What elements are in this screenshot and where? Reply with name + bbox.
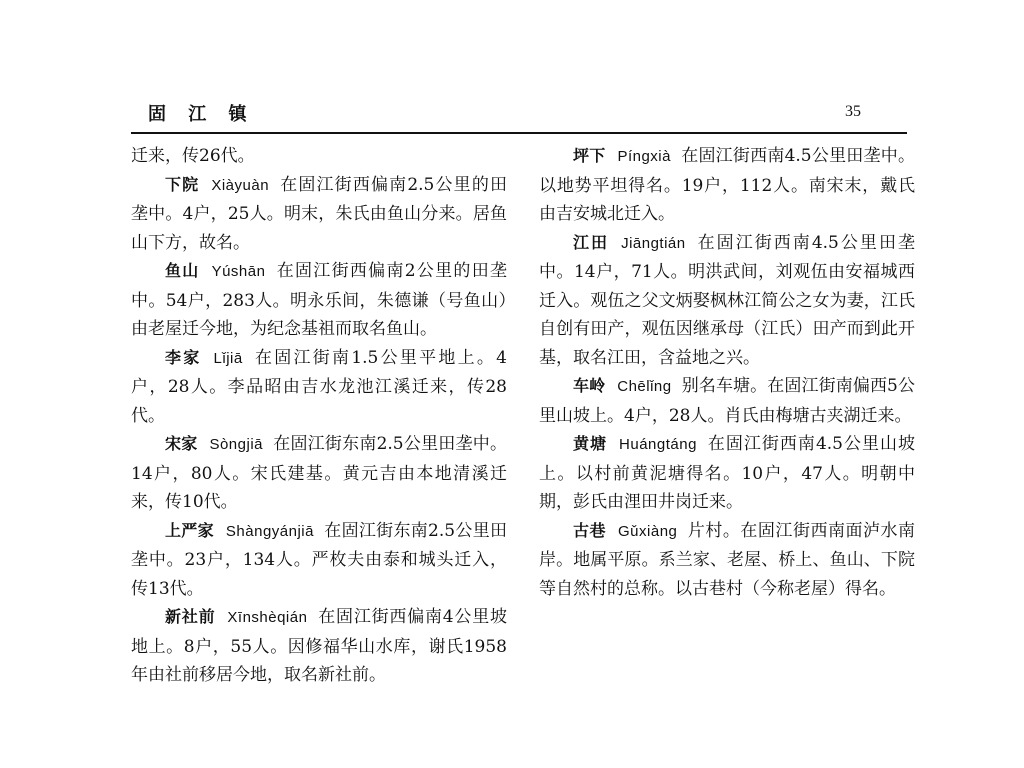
entry-name: 车岭	[573, 376, 606, 395]
header-title: 固 江 镇	[148, 104, 255, 125]
entry-songjia	[131, 430, 507, 517]
entry-name: 鱼山	[165, 261, 200, 280]
entry-lijia	[131, 344, 507, 431]
entry-guxiang	[539, 517, 915, 604]
entry-pinyin: Huángtáng	[619, 436, 697, 453]
entry-text: 在固江街西南4.5公里山坡上。以村前黄泥塘得名。10户，47人。明朝中期，彭氏由浬田井岗迁来。	[539, 434, 915, 512]
entry-text: 在固江街东南2.5公里田垄中。14户，80人。宋氏建基。黄元吉由本地清溪迁来，传10代。	[131, 434, 507, 512]
entry-name: 上严家	[165, 520, 214, 540]
entry-pinyin: Xiàyuàn	[211, 176, 270, 194]
entry-pinyin: Yúshān	[211, 263, 266, 280]
entry-name: 新社前	[165, 607, 216, 626]
entry-text: 在固江街东南2.5公里田垄中。23户，134人。严枚夫由泰和城头迁入，传13代。	[131, 520, 507, 599]
entry-yushan	[131, 257, 507, 344]
entry-text: 在固江街西偏南2.5公里的田垄中。4户，25人。明末，朱氏由鱼山分来。居鱼山下方，故名。	[131, 174, 507, 253]
page-number: 35	[845, 103, 861, 120]
entry-pinyin: Chēlǐng	[617, 378, 672, 395]
entry-text: 在固江街南1.5公里平地上。4户，28人。李品昭由吉水龙池江溪迁来，传28代。	[131, 347, 507, 426]
entry-text: 在固江街西偏南2公里的田垄中。54户，283人。明永乐间，朱德谦（号鱼山）由老屋迁今地，为纪念基祖而取名鱼山。	[131, 261, 507, 339]
entry-pinyin: Jiāngtián	[621, 234, 686, 252]
left-column	[131, 142, 507, 690]
right-column	[539, 142, 915, 603]
entry-name: 江田	[573, 232, 610, 252]
entry-xinsheqian	[131, 603, 507, 690]
entry-pinyin: Píngxià	[617, 148, 671, 165]
entry-pingxia	[539, 142, 915, 229]
entry-name: 黄塘	[573, 434, 608, 453]
entry-name: 坪下	[573, 146, 606, 165]
entry-text: 在固江街西南4.5公里田垄中。以地势平坦得名。19户，112人。南宋末，戴氏由吉安城北迁入。	[539, 146, 915, 224]
entry-text: 在固江街西偏南4公里坡地上。8户，55人。因修福华山水库，谢氏1958年由社前移居今地，取名新社前。	[131, 607, 507, 685]
entry-pinyin: Sòngjiā	[209, 436, 263, 453]
entry-name: 古巷	[573, 520, 607, 540]
entry-pinyin: Gǔxiàng	[618, 522, 678, 540]
header-rule	[131, 132, 907, 134]
entry-name: 李家	[165, 347, 202, 367]
entry-pinyin: Lǐjiā	[213, 349, 243, 367]
continuation-text: 迁来，传26代。	[131, 146, 255, 166]
entry-text: 别名车塘。在固江街南偏西5公里山坡上。4户，28人。肖氏由梅塘古夹湖迁来。	[539, 376, 915, 426]
entry-xiayuan	[131, 171, 507, 258]
entry-text: 片村。在固江街西南面泸水南岸。地属平原。系兰家、老屋、桥上、鱼山、下院等自然村的总称。以古巷村（今称老屋）得名。	[539, 520, 915, 599]
entry-cheling	[539, 372, 915, 430]
entry-name: 宋家	[165, 434, 198, 453]
entry-shangyanjia	[131, 517, 507, 604]
entry-huangtang	[539, 430, 915, 517]
entry-name: 下院	[165, 174, 200, 194]
entry-pinyin: Shàngyánjiā	[225, 522, 314, 540]
entry-text: 在固江街西南4.5公里田垄中。14户，71人。明洪武间，刘观伍由安福城西迁入。观伍之父文炳娶枫林江简公之女为妻，江氏自创有田产，观伍因继承母（江氏）田产而到此开基，取名江田，含益地之兴。	[539, 232, 915, 368]
entry-pinyin: Xīnshèqián	[227, 609, 308, 626]
entry-jiangtian	[539, 229, 915, 373]
